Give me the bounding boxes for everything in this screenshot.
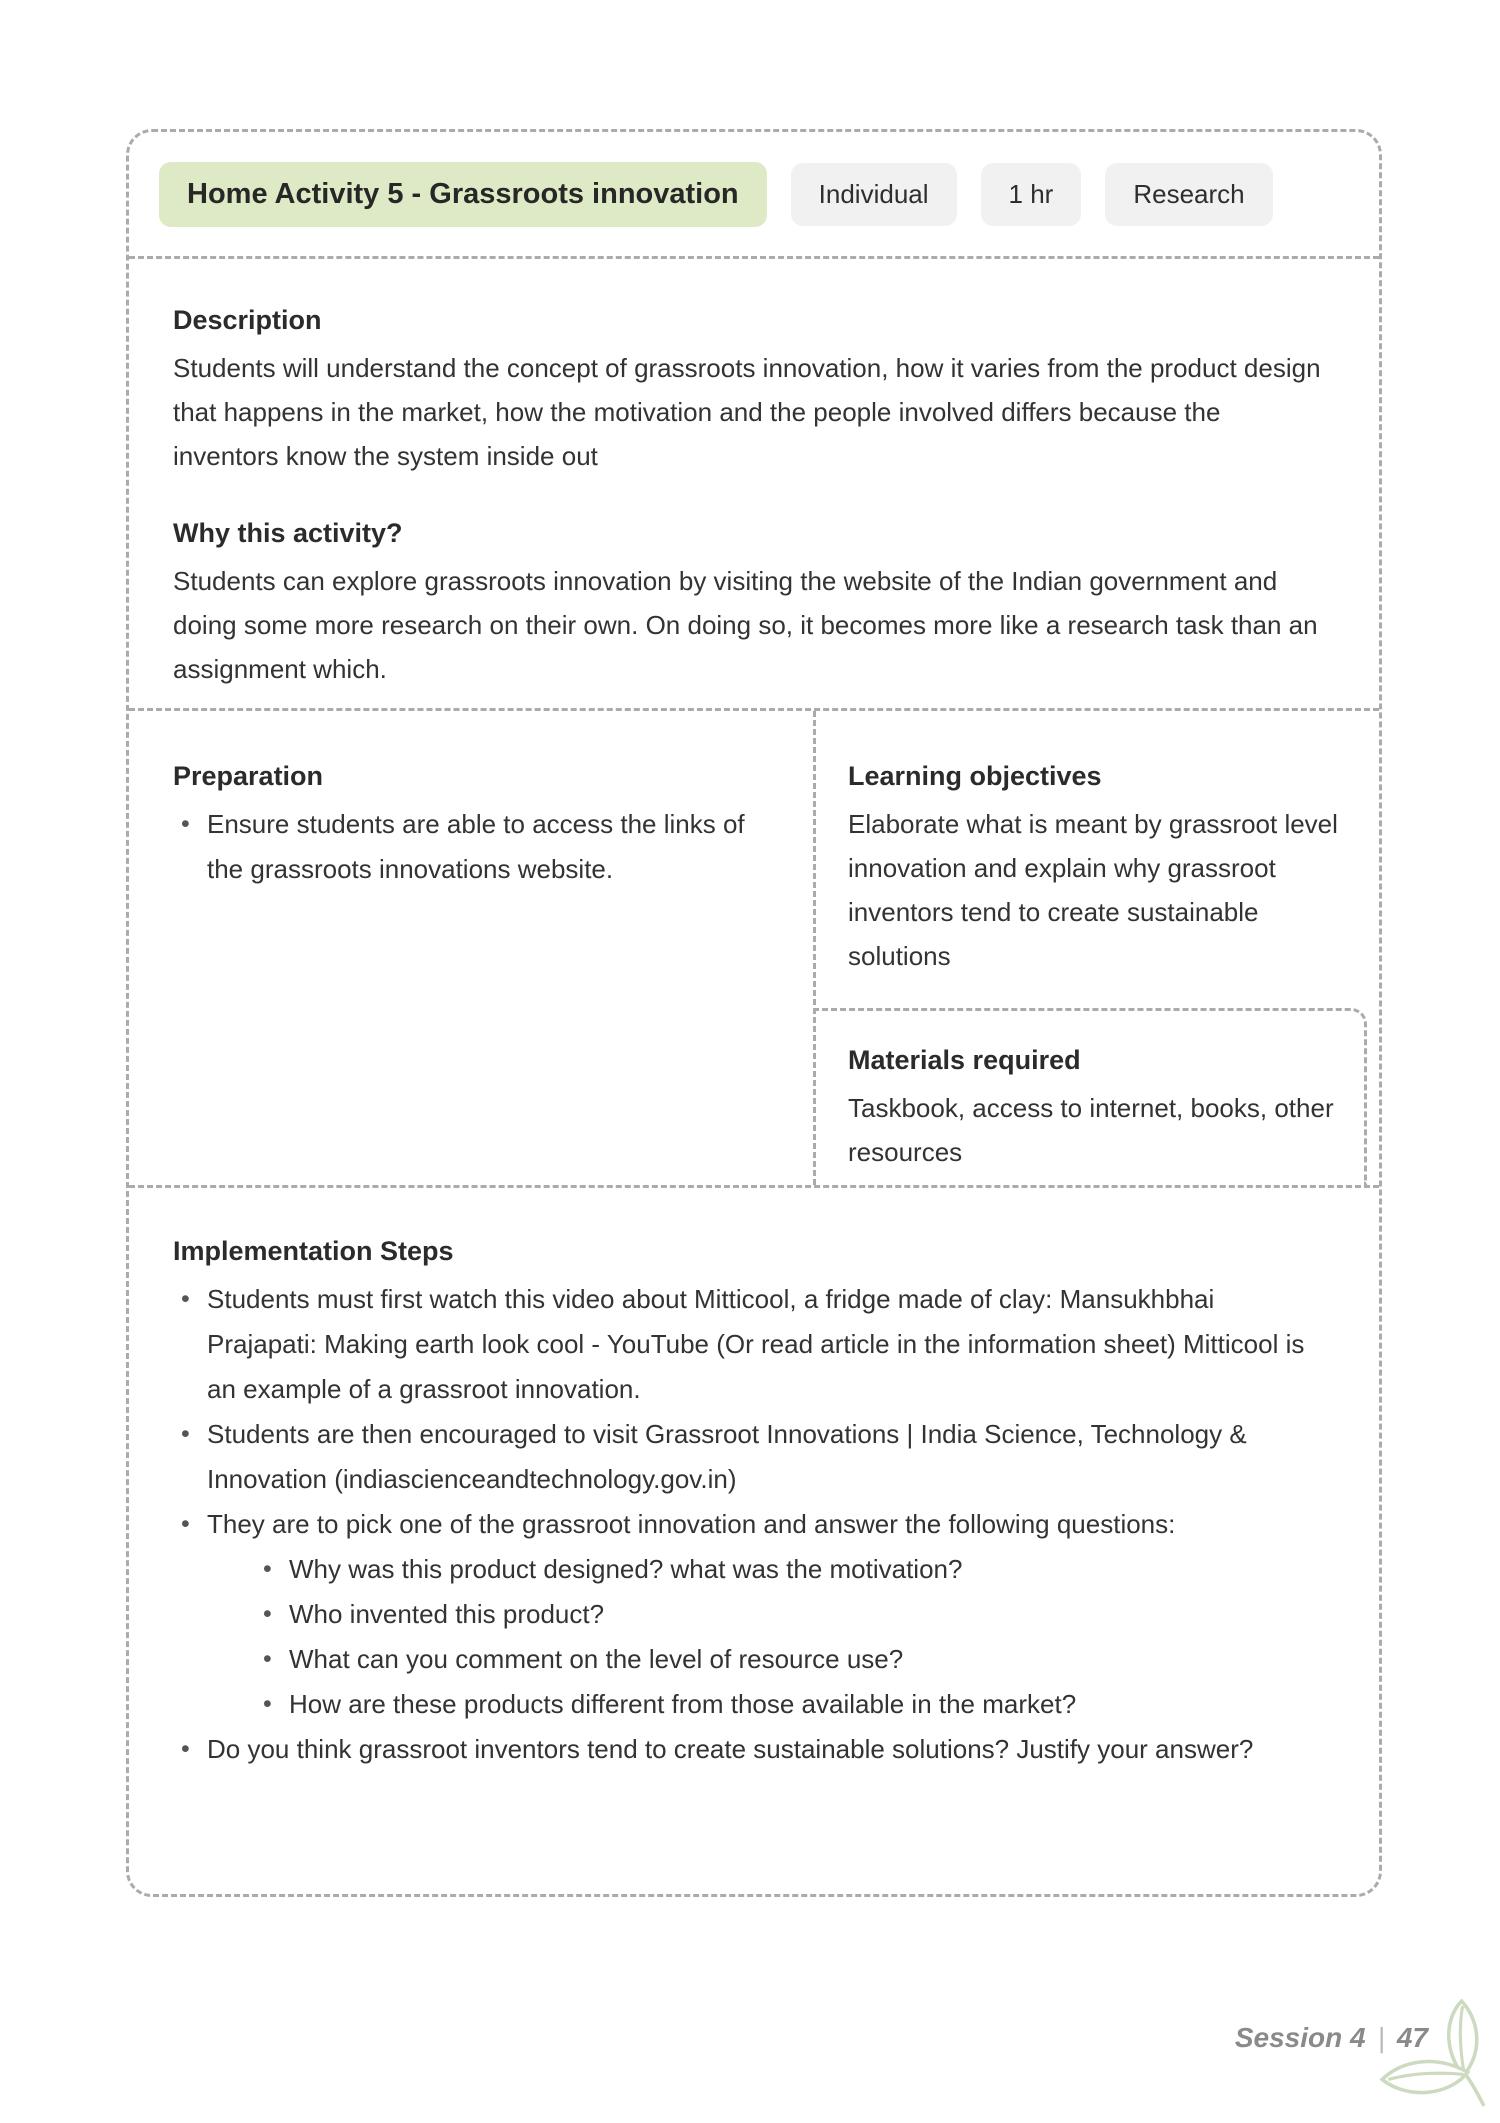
activity-header (129, 132, 1379, 259)
implementation-heading: Implementation Steps (173, 1236, 454, 1266)
list-item: • Ensure students are able to access the links of the grassroots innovations website. (173, 802, 777, 892)
why-block (173, 518, 1323, 691)
description-text: Students will understand the concept of grassroots innovation, how it varies from the product design that happens in the market, how the motivation and the people involved differs because the inventors know the system inside out (173, 353, 1321, 471)
list-item: • Do you think grassroot inventors tend to create sustainable solutions? Justify your answer? (173, 1727, 1323, 1772)
activity-title: Home Activity 5 - Grassroots innovation (159, 162, 767, 227)
description-heading: Description (173, 305, 322, 335)
mid-section (129, 711, 1379, 1188)
materials-heading: Materials required (848, 1045, 1081, 1075)
materials-box (813, 1008, 1367, 1185)
description-section (129, 259, 1379, 711)
description-block (173, 305, 1323, 478)
question-sublist (255, 1547, 1323, 1727)
preparation-column (129, 711, 813, 1185)
why-heading: Why this activity? (173, 518, 403, 548)
page-number: 47 (1396, 2022, 1428, 2053)
learning-objectives-text: Elaborate what is meant by grassroot level innovation and explain why grassroot inventors tend to create sustainable solutions (848, 809, 1338, 971)
list-item: • Students must first watch this video about Mitticool, a fridge made of clay: Mansukhbhai Prajapati: Making earth look cool - YouTube (Or read article in the information sheet) Mitticool is an example of a grassroot innovation. (173, 1277, 1323, 1412)
preparation-heading: Preparation (173, 761, 324, 791)
objectives-column (813, 711, 1379, 1185)
implementation-section (129, 1188, 1379, 1894)
learning-objectives-heading: Learning objectives (848, 761, 1102, 791)
footer-separator: | (1377, 2022, 1385, 2053)
list-item (173, 1502, 1323, 1727)
implementation-list (173, 1277, 1323, 1772)
list-item-text: They are to pick one of the grassroot innovation and answer the following questions: (207, 1509, 1176, 1539)
preparation-list (173, 802, 777, 892)
list-item: • Why was this product designed? what was the motivation? (255, 1547, 1323, 1592)
list-item: • How are these products different from those available in the market? (255, 1682, 1323, 1727)
materials-text: Taskbook, access to internet, books, other resources (848, 1093, 1334, 1167)
tag-individual: Individual (791, 163, 957, 226)
list-item: • Students are then encouraged to visit Grassroot Innovations | India Science, Technology & Innovation (indiascienceandtechnology.gov.in) (173, 1412, 1323, 1502)
why-text: Students can explore grassroots innovation by visiting the website of the Indian government and doing some more research on their own. On doing so, it becomes more like a research task than an assignment which. (173, 566, 1318, 684)
session-label: Session 4 (1234, 2022, 1366, 2053)
list-item: • What can you comment on the level of resource use? (255, 1637, 1323, 1682)
tag-duration: 1 hr (981, 163, 1082, 226)
list-item: • Who invented this product? (255, 1592, 1323, 1637)
activity-card (126, 129, 1382, 1897)
leaf-logo-icon (1374, 1999, 1486, 2111)
tag-research: Research (1105, 163, 1272, 226)
